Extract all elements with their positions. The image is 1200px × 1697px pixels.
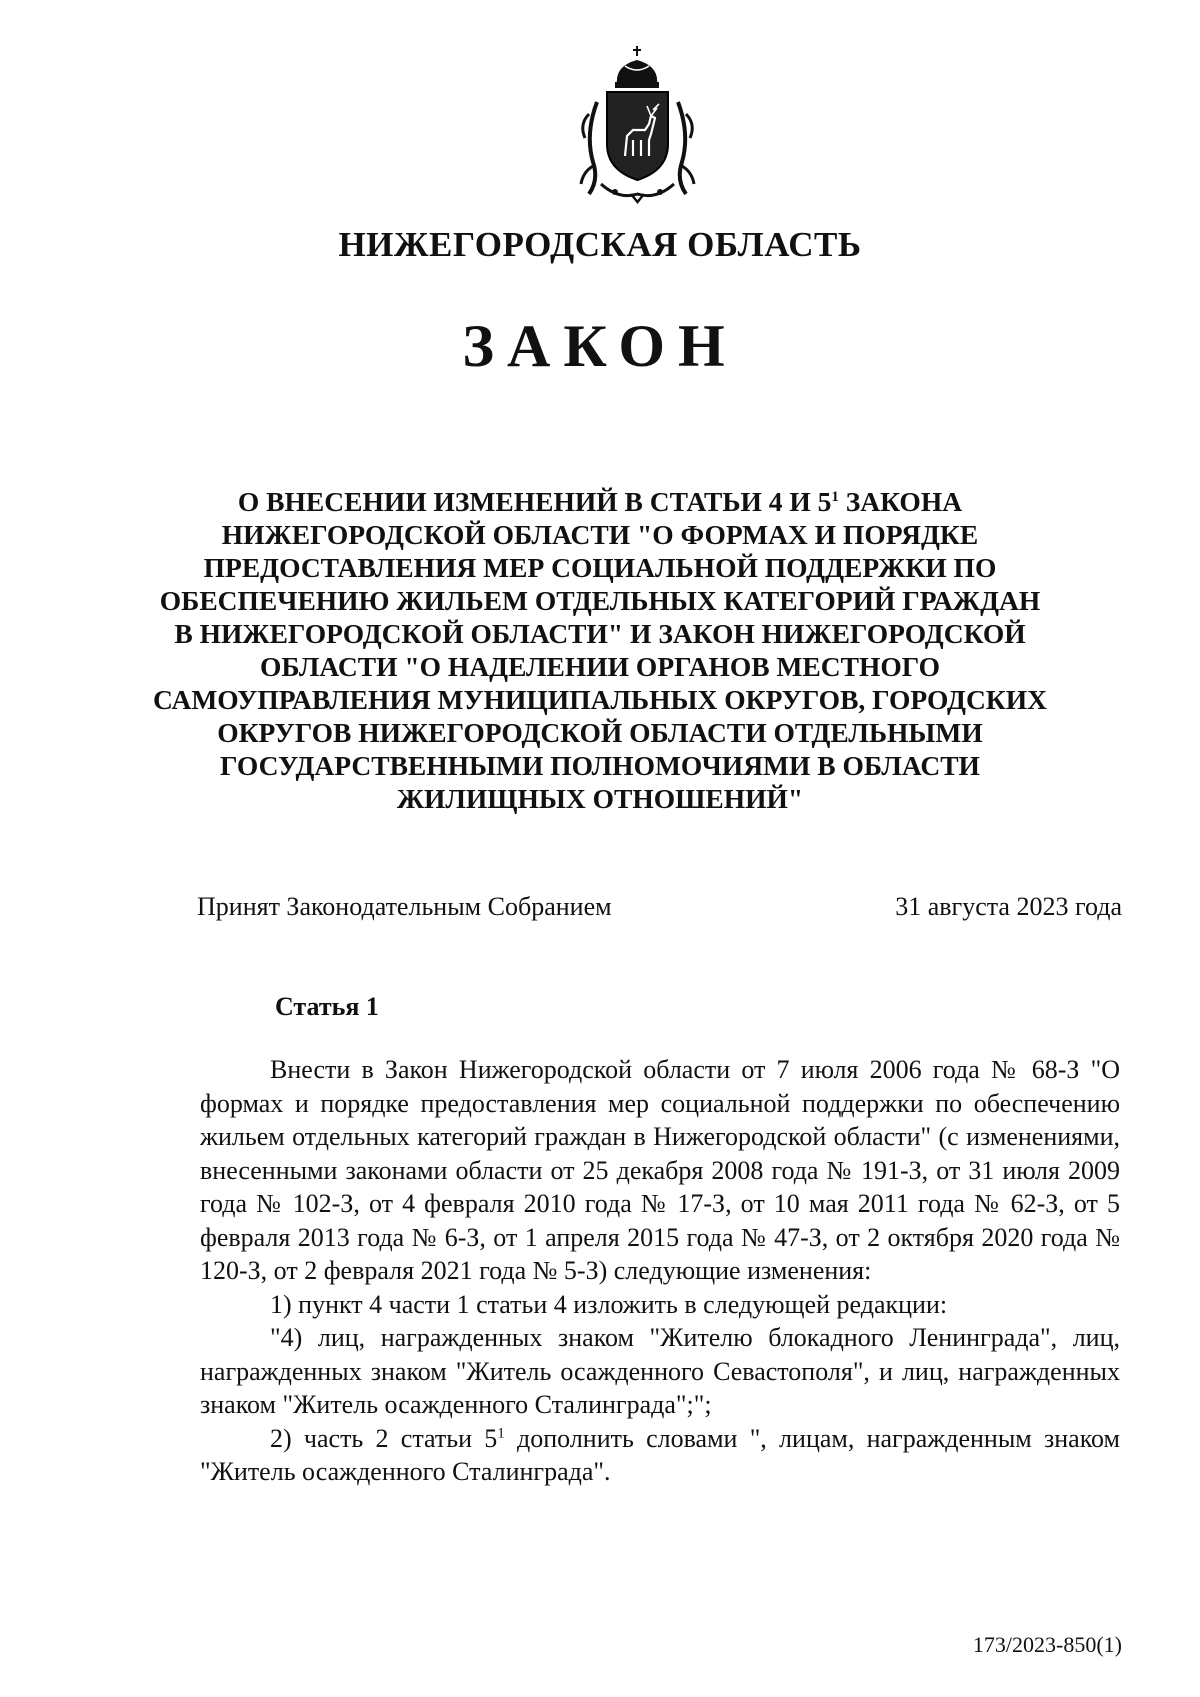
article-heading: Статья 1 — [275, 992, 379, 1021]
coat-of-arms-icon — [575, 44, 700, 204]
article-intro-paragraph: Внести в Закон Нижегородской области от 7 июля 2006 года № 68-З "О формах и порядке предоставления мер социальной поддержки по обеспечению жильем отдельных категорий граждан в Нижегородской области" (с изменениями, внесенными законами области от 25 декабря 2008 года № 191-З, от 31 июля 2009 года № 102-З, от 4 февраля 2010 года № 17-З, от 10 мая 2011 года № 62-З, от 5 февраля 2013 года № 6-З, от 1 апреля 2015 года № 47-З, от 2 октября 2020 года № 120-З, от 2 февраля 2021 года № 5-З) следующие изменения: — [200, 1055, 1120, 1285]
law-title-superscript: 1 — [831, 488, 839, 505]
document-type: ЗАКОН — [462, 313, 738, 379]
law-title-part2: ЗАКОНА НИЖЕГОРОДСКОЙ ОБЛАСТИ "О ФОРМАХ И ПОРЯДКЕ ПРЕДОСТАВЛЕНИЯ МЕР СОЦИАЛЬНОЙ ПОДДЕРЖКИ ПО ОБЕСПЕЧЕНИЮ ЖИЛЬЕМ ОТДЕЛЬНЫХ КАТЕГОРИЙ ГРАЖДАН В НИЖЕГОРОДСКОЙ ОБЛАСТИ" И ЗАКОН НИЖЕГОРОДСКОЙ ОБЛАСТИ "О НАДЕЛЕНИИ ОРГАНОВ МЕСТНОГО САМОУПРАВЛЕНИЯ МУНИЦИПАЛЬНЫХ ОКРУГОВ, ГОРОДСКИХ ОКРУГОВ НИЖЕГОРОДСКОЙ ОБЛАСТИ ОТДЕЛЬНЫМИ ГОСУДАРСТВЕННЫМИ ПОЛНОМОЧИЯМИ В ОБЛАСТИ ЖИЛИЩНЫХ ОТНОШЕНИЙ" — [152, 486, 1047, 814]
article-body — [200, 1053, 1120, 1489]
adoption-line — [197, 892, 1122, 922]
article-item-2-superscript: 1 — [497, 1424, 505, 1441]
document-code: 173/2023-850(1) — [972, 1632, 1122, 1657]
article-item-2-part1: 2) часть 2 статьи 5 — [270, 1423, 498, 1453]
article-item-2-part2: дополнить словами ", лицам, награжденным знаком "Житель осажденного Сталинграда". — [200, 1423, 1120, 1486]
adoption-label: Принят Законодательным Собранием — [197, 892, 612, 921]
region-name: НИЖЕГОРОДСКАЯ ОБЛАСТЬ — [338, 225, 862, 264]
article-item-1: 1) пункт 4 части 1 статьи 4 изложить в следующей редакции: — [270, 1289, 948, 1319]
adoption-date: 31 августа 2023 года — [895, 892, 1122, 921]
law-title — [150, 485, 1050, 815]
law-title-part1: О ВНЕСЕНИИ ИЗМЕНЕНИЙ В СТАТЬИ 4 И 5 — [237, 486, 832, 517]
article-item-2 — [200, 1422, 1120, 1489]
article-item-1-text: "4) лиц, награжденных знаком "Жителю блокадного Ленинграда", лиц, награжденных знаком "Житель осажденного Севастополя", и лиц, награжденных знаком "Житель осажденного Сталинграда";"; — [200, 1323, 1120, 1419]
